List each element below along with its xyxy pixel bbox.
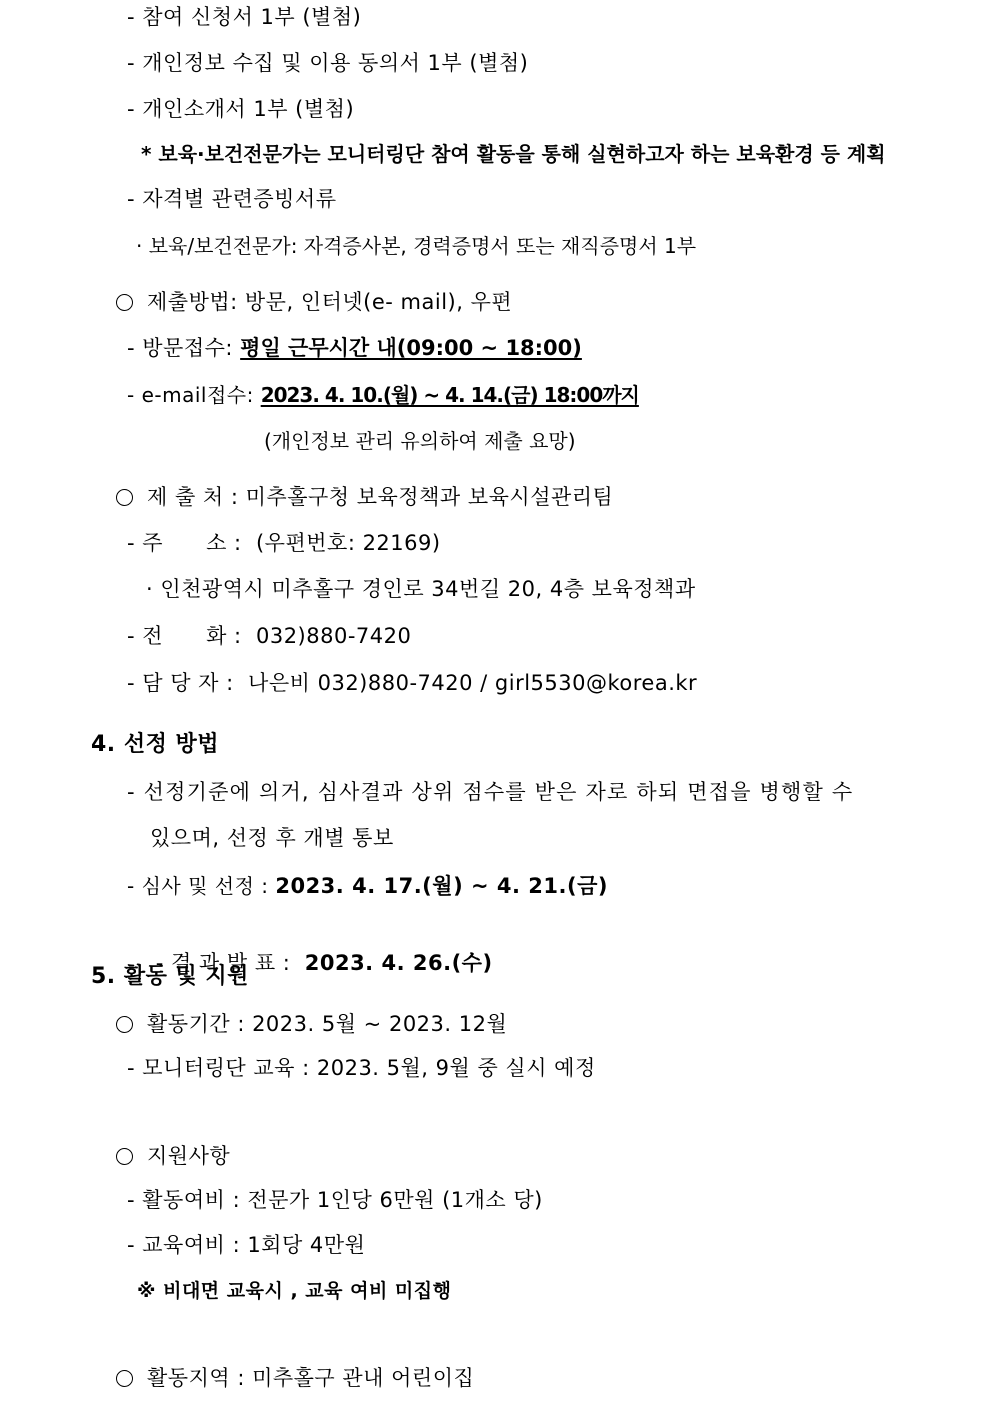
dest-line	[116, 482, 613, 512]
section-heading: 4. 선정 방법	[91, 732, 219, 757]
doc-line: - 참여 신청서 1부 (별첨)	[127, 5, 362, 29]
edu-line: - 모니터링단 교육 : 2023. 5월, 9월 중 실시 예정	[127, 1056, 596, 1080]
fee-line: - 교육여비 : 1회당 4만원	[127, 1233, 366, 1257]
fee-line: - 활동여비 : 전문가 1인당 6만원 (1개소 당)	[127, 1188, 543, 1212]
area-text: 활동지역 : 미추홀구 관내 어린이집	[147, 1366, 475, 1390]
section-heading: 5. 활동 및 지원	[91, 964, 249, 989]
doc-line: - 선정기준에 의거, 심사결과 상위 점수를 받은 자로 하되 면접을 병행할 수	[127, 780, 854, 804]
email-label: - e-mail접수:	[127, 383, 261, 407]
dest-text: 제 출 처 : 미추홀구청 보육정책과 보육시설관리팀	[147, 485, 614, 509]
method-text: 제출방법: 방문, 인터넷(e- mail), 우편	[147, 290, 513, 314]
result-value: 2023. 4. 26.(수)	[304, 951, 493, 975]
contact-line: - 담 당 자 : 나은비 032)880-7420 / girl5530@korea.kr	[127, 671, 698, 695]
period-line	[116, 1009, 507, 1039]
fee-note: ※ 비대면 교육시 , 교육 여비 미집행	[137, 1280, 452, 1302]
circle-bullet-icon	[116, 489, 133, 506]
addr-detail: · 인천광역시 미추홀구 경인로 34번길 20, 4층 보육정책과	[146, 577, 696, 601]
email-line	[127, 380, 639, 410]
doc-note: * 보육·보건전문가는 모니터링단 참여 활동을 통해 실현하고자 하는 보육환경 등 계획	[141, 142, 886, 166]
doc-line: - 자격별 관련증빙서류	[127, 187, 337, 211]
addr-label: - 주 소 : (우편번호: 22169)	[127, 531, 441, 555]
visit-line	[127, 333, 582, 363]
review-line	[127, 871, 608, 901]
review-label: - 심사 및 선정 :	[127, 874, 276, 898]
period-text: 활동기간 : 2023. 5월 ~ 2023. 12월	[147, 1012, 508, 1036]
circle-bullet-icon	[116, 1148, 133, 1165]
email-value: 2023. 4. 10.(월) ~ 4. 14.(금) 18:00까지	[260, 383, 639, 407]
method-line	[116, 287, 512, 317]
area-line	[116, 1363, 474, 1393]
doc-line: · 보육/보건전문가: 자격증사본, 경력증명서 또는 재직증명서 1부	[136, 234, 697, 258]
review-value: 2023. 4. 17.(월) ~ 4. 21.(금)	[275, 874, 608, 898]
result-label: - 결 과 발 표 :	[155, 951, 305, 975]
circle-bullet-icon	[116, 294, 133, 311]
doc-line: 있으며, 선정 후 개별 통보	[150, 826, 394, 850]
doc-line: - 개인소개서 1부 (별첨)	[127, 97, 355, 121]
circle-bullet-icon	[116, 1016, 133, 1033]
doc-line: - 개인정보 수집 및 이용 동의서 1부 (별첨)	[127, 51, 529, 75]
support-line	[116, 1141, 230, 1171]
email-note: (개인정보 관리 유의하여 제출 요망)	[264, 429, 576, 453]
visit-value: 평일 근무시간 내(09:00 ~ 18:00)	[240, 336, 582, 360]
phone-line: - 전 화 : 032)880-7420	[127, 624, 412, 648]
support-text: 지원사항	[147, 1144, 231, 1168]
visit-label: - 방문접수:	[127, 336, 241, 360]
circle-bullet-icon	[116, 1370, 133, 1387]
